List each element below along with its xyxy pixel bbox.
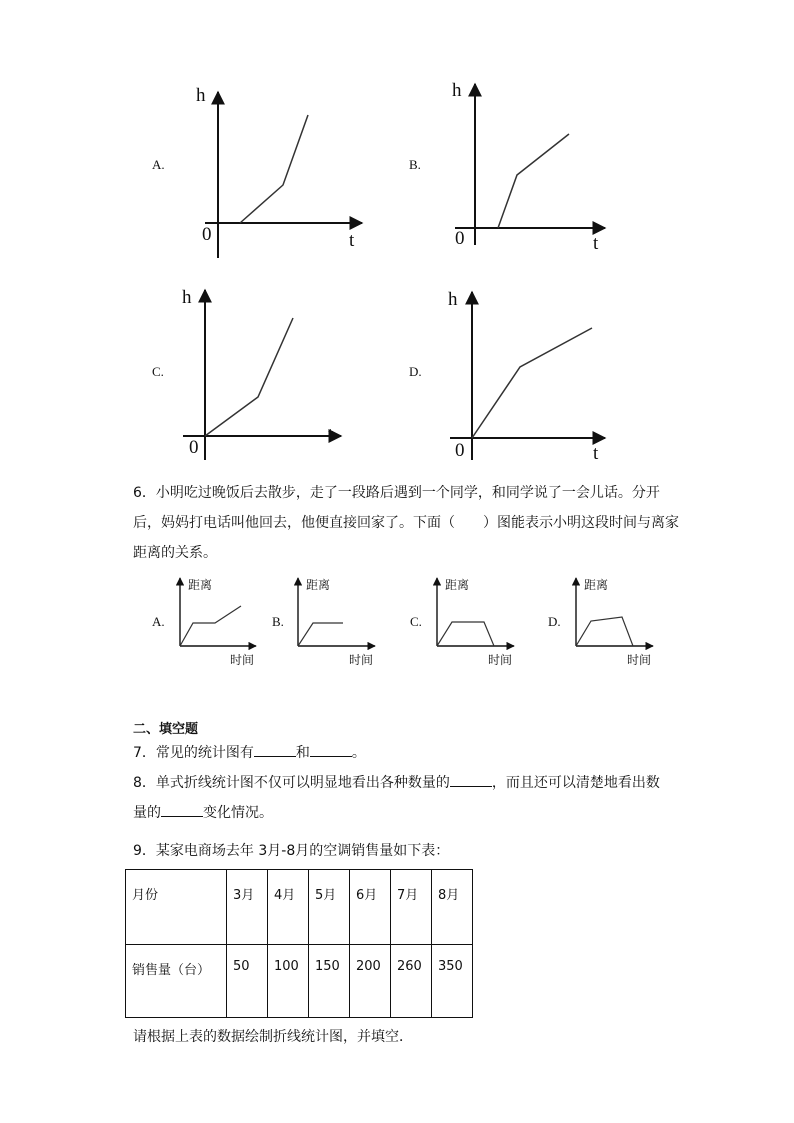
graph-c-origin: 0 xyxy=(189,437,199,458)
q6-option-d-label: D. xyxy=(548,614,561,629)
q6-c-y-label: 距离 xyxy=(445,578,470,592)
q7-blank-1[interactable] xyxy=(254,740,296,757)
q6-line1: 6．小明吃过晚饭后去散步，走了一段路后遇到一个同学，和同学说了一会儿话。分开 xyxy=(133,485,660,501)
graph-c-y-label: h xyxy=(182,287,192,308)
q6-graph-c xyxy=(437,578,514,646)
q6-d-x-label: 时间 xyxy=(627,653,652,667)
q7-prefix: 7．常见的统计图有 xyxy=(133,745,254,761)
q6-graph-b xyxy=(298,578,375,646)
table-cell: 150 xyxy=(309,945,350,1018)
graph-b xyxy=(455,84,605,245)
q5-graphs xyxy=(0,0,794,480)
q6-graph-d xyxy=(576,578,653,646)
table-cell: 月份 xyxy=(126,870,227,945)
table-cell: 260 xyxy=(391,945,432,1018)
option-c-label: C. xyxy=(152,364,164,379)
graph-d-y-label: h xyxy=(448,289,458,310)
q6-option-a-label: A. xyxy=(152,614,165,629)
table-header-row xyxy=(126,870,473,945)
q8-line2-suffix: 变化情况。 xyxy=(203,805,273,821)
graph-b-origin: 0 xyxy=(455,228,465,249)
graph-b-x-label: t xyxy=(593,233,599,254)
q7-blank-2[interactable] xyxy=(310,740,352,757)
q6-option-b-label: B. xyxy=(272,614,284,629)
q8-line1 xyxy=(133,768,693,798)
option-d-label: D. xyxy=(409,364,422,379)
q6-d-y-label: 距离 xyxy=(584,578,609,592)
table-cell: 5月 xyxy=(309,870,350,945)
table-cell: 50 xyxy=(227,945,268,1018)
option-a-label: A. xyxy=(152,157,165,172)
section-title: 二、填空题 xyxy=(133,722,199,737)
table-cell: 8月 xyxy=(432,870,473,945)
table-cell: 350 xyxy=(432,945,473,1018)
table-cell: 7月 xyxy=(391,870,432,945)
q6-b-x-label: 时间 xyxy=(349,653,374,667)
q6-text xyxy=(133,478,693,568)
q9-footer: 请根据上表的数据绘制折线统计图，并填空． xyxy=(133,1029,413,1045)
graph-a-y-label: h xyxy=(196,85,206,106)
table-cell: 200 xyxy=(350,945,391,1018)
q8-line2 xyxy=(133,798,693,828)
graph-d-origin: 0 xyxy=(455,440,465,461)
graph-d-x-label: t xyxy=(593,443,599,464)
table-cell: 4月 xyxy=(268,870,309,945)
q7-suffix: 。 xyxy=(351,745,366,761)
q8-blank-1[interactable] xyxy=(450,770,492,787)
graph-d xyxy=(450,292,605,460)
q8-text xyxy=(133,768,693,828)
q6-b-y-label: 距离 xyxy=(306,578,331,592)
graph-a-line xyxy=(240,115,308,223)
option-b-label: B. xyxy=(409,157,421,172)
q6-line2: 后，妈妈打电话叫他回去，他便直接回家了。下面（ ）图能表示小明这段时间与离家 xyxy=(133,515,679,531)
q6-graphs xyxy=(0,570,794,660)
graph-c xyxy=(183,290,341,460)
table-cell: 3月 xyxy=(227,870,268,945)
q9-intro: 9．某家电商场去年 3月-8月的空调销售量如下表： xyxy=(133,843,450,859)
graph-a xyxy=(205,92,362,258)
q8-line2-prefix: 量的 xyxy=(133,805,161,821)
table-row xyxy=(126,945,473,1018)
q7-text xyxy=(133,738,366,768)
graph-c-x-label: t xyxy=(328,424,334,445)
q6-c-x-label: 时间 xyxy=(488,653,513,667)
graph-c-line xyxy=(205,318,293,436)
q6-graph-a xyxy=(180,578,256,646)
graph-b-y-label: h xyxy=(452,80,462,101)
table-cell: 100 xyxy=(268,945,309,1018)
graph-a-origin: 0 xyxy=(202,224,212,245)
table-cell: 6月 xyxy=(350,870,391,945)
graph-b-line xyxy=(498,134,569,228)
graph-a-x-label: t xyxy=(349,230,355,251)
table-cell: 销售量（台） xyxy=(126,945,227,1018)
q8-line1-suffix: ，而且还可以清楚地看出数 xyxy=(491,775,660,791)
q6-a-x-label: 时间 xyxy=(230,653,255,667)
q8-blank-2[interactable] xyxy=(161,800,203,817)
q6-a-y-label: 距离 xyxy=(188,578,213,592)
q6-option-c-label: C. xyxy=(410,614,422,629)
sales-table xyxy=(125,869,473,1018)
q7-middle: 和 xyxy=(295,745,310,761)
q8-line1-prefix: 8．单式折线统计图不仅可以明显地看出各种数量的 xyxy=(133,775,450,791)
graph-d-line xyxy=(472,328,592,438)
q6-line3: 距离的关系。 xyxy=(133,545,217,561)
